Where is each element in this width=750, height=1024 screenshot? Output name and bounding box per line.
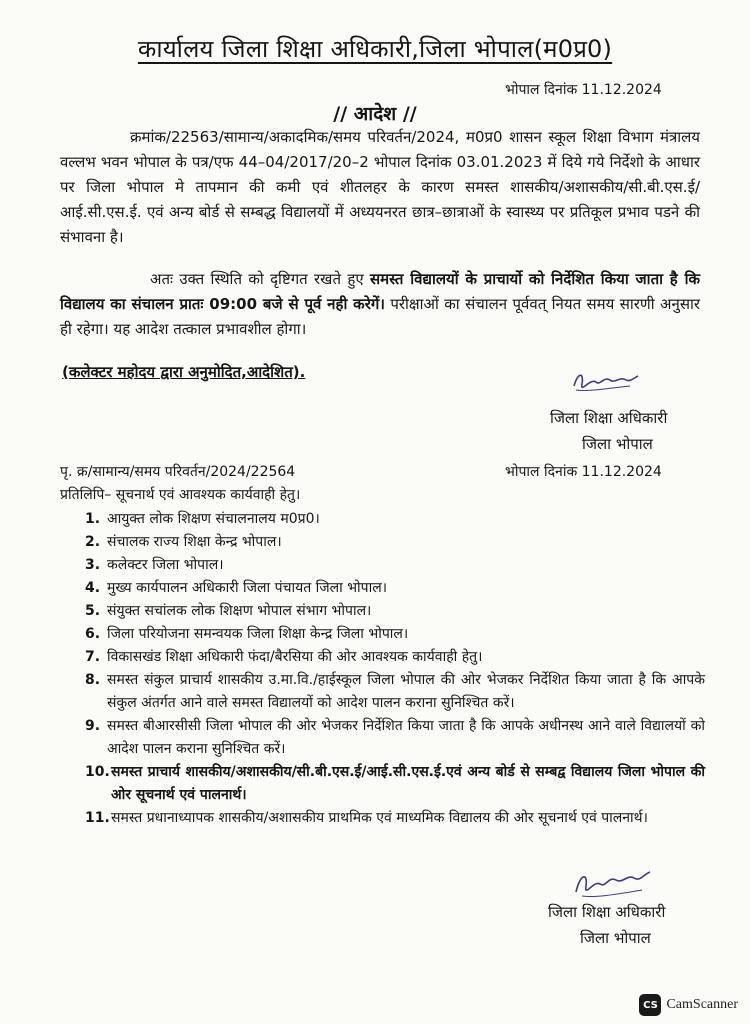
copy-date: भोपाल दिनांक 11.12.2024	[505, 464, 662, 480]
signature-1-designation: जिला शिक्षा अधिकारी	[550, 409, 668, 427]
signature-1-district: जिला भोपाल	[582, 435, 653, 453]
list-item: 5. संयुक्त सचांलक लोक शिक्षण भोपाल संभाग भोपाल।	[85, 603, 372, 619]
list-item: 8. समस्त संकुल प्राचार्य शासकीय उ.मा.वि./हाईस्कूल जिला भोपाल की ओर भेजकर निर्देशित किया जाता है कि आपके संकुल अंतर्गत आने वाले समस्त विद्यालयों को आदेश पालन कराना सुनिश्चित करें।	[85, 672, 705, 711]
camscanner-watermark	[639, 994, 738, 1016]
signature-2-district: जिला भोपाल	[580, 929, 651, 947]
order-paragraph-1: क्रमांक/22563/सामान्य/अकादमिक/समय परिवर्तन/2024, म0प्र0 शासन स्कूल शिक्षा विभाग मंत्रालय वल्लभ भवन भोपाल के पत्र/एफ 44–04/2017/20–2 भोपाल दिनांक 03.01.2023 में दिये गये निर्देशो के आधार पर जिला भोपाल मे तापमान की कमी एवं शीतलहर के कारण समस्त शासकीय/अशासकीय/सी.बी.एस.ई/आई.सी.एस.ई. एवं अन्य बोर्ड से सम्बद्ध विद्यालयों में अध्ययनरत छात्र–छात्राओं के स्वास्थ्य पर प्रतिकूल प्रभाव पडने की संभावना है।	[60, 128, 700, 246]
signature-2	[572, 868, 652, 902]
order-date: भोपाल दिनांक 11.12.2024	[505, 82, 662, 98]
order-paragraph-2	[60, 267, 700, 342]
list-item: 4. मुख्य कार्यपालन अधिकारी जिला पंचायत जिला भोपाल।	[85, 580, 388, 596]
list-item: 11. समस्त प्रधानाध्यापक शासकीय/अशासकीय प्राथमिक एवं माध्यमिक विद्यालय की ओर सूचनार्थ एवं पालनार्थ।	[85, 810, 648, 826]
camscanner-logo: CS	[639, 994, 661, 1016]
camscanner-text: CamScanner	[666, 997, 738, 1012]
list-item: 2. संचालक राज्य शिक्षा केन्द्र भोपाल।	[85, 534, 282, 550]
list-item: 6. जिला परियोजना समन्वयक जिला शिक्षा केन्द्र जिला भोपाल।	[85, 626, 409, 642]
para2-bold-directive: समस्त विद्यालयों के प्राचार्यो को निर्देशित किया जाता है कि विद्यालय का संचालन प्रातः 09:00 बजे से पूर्व नही करेगें।	[60, 270, 700, 313]
list-item: 1. आयुक्त लोक शिक्षण संचालनालय म0प्र0।	[85, 511, 320, 527]
copy-heading: प्रतिलिपि– सूचनार्थ एवं आवश्यक कार्यवाही हेतु।	[60, 487, 301, 503]
signature-1	[570, 368, 640, 398]
para2-start: अतः उक्त स्थिति को दृष्टिगत रखते हुए	[150, 270, 370, 288]
collector-approval: (कलेक्टर महोदय द्वारा अनुमोदित,आदेशित).	[62, 363, 306, 381]
copy-recipients-list	[85, 508, 705, 830]
list-item: 10. समस्त प्राचार्य शासकीय/अशासकीय/सी.बी.एस.ई/आई.सी.एस.ई.एवं अन्य बोर्ड से सम्बद्व विद्यालय जिला भोपाल की ओर सूचनार्थ एवं पालनार्थ।	[85, 764, 705, 803]
para2-end: परीक्षाओं का संचालन पूर्ववत् नियत समय सारणी अनुसार ही रहेगा। यह आदेश तत्काल प्रभावशील होगा।	[60, 295, 700, 338]
office-title: कार्यालय जिला शिक्षा अधिकारी,जिला भोपाल(म0प्र0)	[137, 35, 613, 63]
list-item: 9. समस्त बीआरसीसी जिला भोपाल की ओर भेजकर निर्देशित किया जाता है कि आपके अधीनस्थ आने वाले विद्यालयों को आदेश पालन कराना सुनिश्चित करें।	[85, 718, 705, 757]
signature-2-designation: जिला शिक्षा अधिकारी	[548, 903, 666, 921]
order-heading: // आदेश //	[333, 103, 417, 125]
list-item: 7. विकासखंड शिक्षा अधिकारी फंदा/बैरसिया की ओर आवश्यक कार्यवाही हेतु।	[85, 649, 483, 665]
list-item: 3. कलेक्टर जिला भोपाल।	[85, 557, 224, 573]
reference-number: पृ. क्र/सामान्य/समय परिवर्तन/2024/22564	[60, 464, 296, 480]
